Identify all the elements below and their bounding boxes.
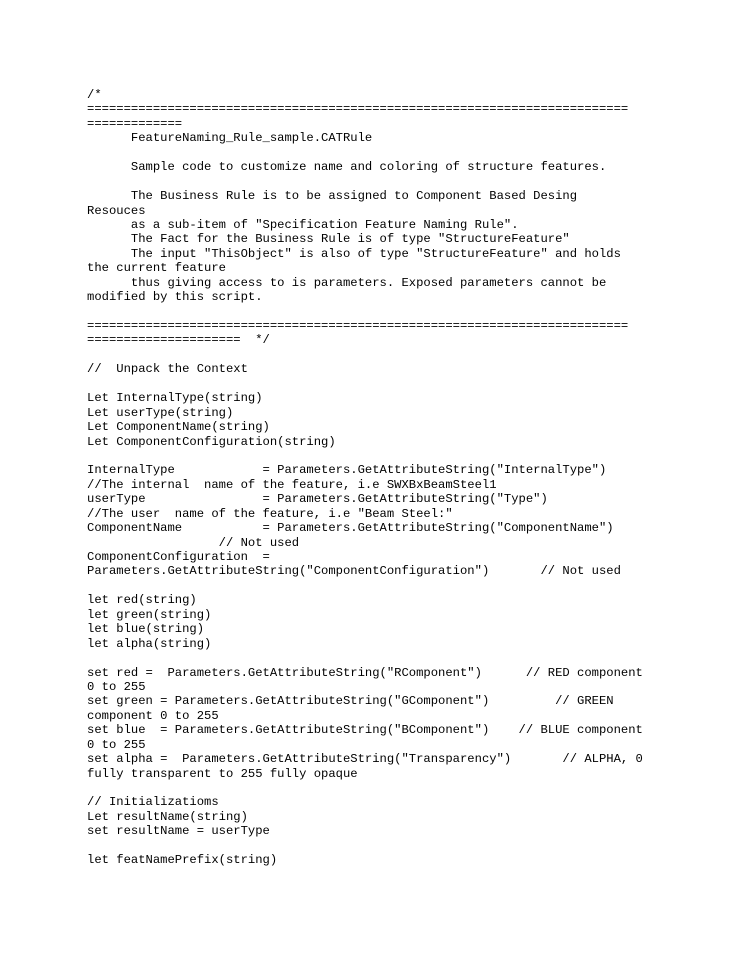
code-line: let featNamePrefix(string): [87, 853, 278, 868]
blank-line: [87, 377, 643, 391]
code-line: ===================== */: [87, 333, 270, 348]
code-line: 0 to 255: [87, 679, 146, 694]
code-line: //The internal name of the feature, i.e SWXBxBeamSteel1: [87, 477, 497, 492]
code-line: /*: [87, 88, 102, 102]
code-line: Resouces: [87, 203, 146, 218]
blank-line: [87, 175, 643, 189]
code-line: thus giving access to is parameters. Exposed parameters cannot be: [87, 275, 607, 290]
code-line: Let ComponentConfiguration(string): [87, 434, 336, 449]
code-line: The input "ThisObject" is also of type "StructureFeature" and holds: [87, 246, 621, 261]
code-line: // Not used: [87, 535, 300, 550]
code-line: InternalType = Parameters.GetAttributeString("InternalType"): [87, 463, 607, 478]
code-line: Sample code to customize name and coloring of structure features.: [87, 160, 607, 175]
code-line: component 0 to 255: [87, 708, 219, 723]
code-line: set alpha = Parameters.GetAttributeString("Transparency") // ALPHA, 0: [87, 752, 643, 767]
code-line: set blue = Parameters.GetAttributeString("BComponent") // BLUE component: [87, 723, 643, 738]
code-line: Parameters.GetAttributeString("ComponentConfiguration") // Not used: [87, 564, 621, 579]
blank-line: [87, 146, 643, 160]
blank-line: [87, 305, 643, 319]
code-line: ComponentConfiguration =: [87, 550, 270, 564]
code-line: // Unpack the Context: [87, 362, 248, 377]
blank-line: [87, 839, 643, 853]
code-line: // Initializatioms: [87, 795, 219, 810]
code-line: let green(string): [87, 607, 212, 622]
code-line: FeatureNaming_Rule_sample.CATRule: [87, 131, 373, 146]
blank-line: [87, 651, 643, 665]
code-line: userType = Parameters.GetAttributeString("Type"): [87, 492, 548, 507]
code-line: ==========================================================================: [87, 319, 629, 333]
code-line: Let InternalType(string): [87, 391, 263, 406]
blank-line: [87, 449, 643, 463]
code-listing: [87, 88, 643, 868]
code-line: let blue(string): [87, 622, 205, 637]
code-line: set resultName = userType: [87, 824, 270, 839]
blank-line: [87, 348, 643, 362]
code-line: as a sub-item of "Specification Feature Naming Rule".: [87, 217, 519, 232]
code-line: //The user name of the feature, i.e "Beam Steel:": [87, 506, 453, 521]
code-line: 0 to 255: [87, 737, 146, 752]
code-line: the current feature: [87, 261, 226, 276]
code-line: let red(string): [87, 593, 197, 608]
code-line: ==========================================================================: [87, 102, 629, 117]
code-line: The Fact for the Business Rule is of type "StructureFeature": [87, 232, 570, 247]
code-line: let alpha(string): [87, 636, 212, 651]
code-line: =============: [87, 116, 183, 131]
code-line: ComponentName = Parameters.GetAttributeString("ComponentName"): [87, 521, 614, 536]
code-line: Let ComponentName(string): [87, 420, 270, 435]
code-line: set red = Parameters.GetAttributeString("RComponent") // RED component: [87, 665, 643, 680]
code-line: Let resultName(string): [87, 809, 248, 824]
code-line: The Business Rule is to be assigned to Component Based Desing: [87, 189, 578, 204]
code-line: modified by this script.: [87, 290, 263, 305]
code-line: set green = Parameters.GetAttributeString("GComponent") // GREEN: [87, 694, 614, 709]
blank-line: [87, 781, 643, 795]
code-line: fully transparent to 255 fully opaque: [87, 766, 358, 781]
code-line: Let userType(string): [87, 405, 234, 420]
blank-line: [87, 579, 643, 593]
